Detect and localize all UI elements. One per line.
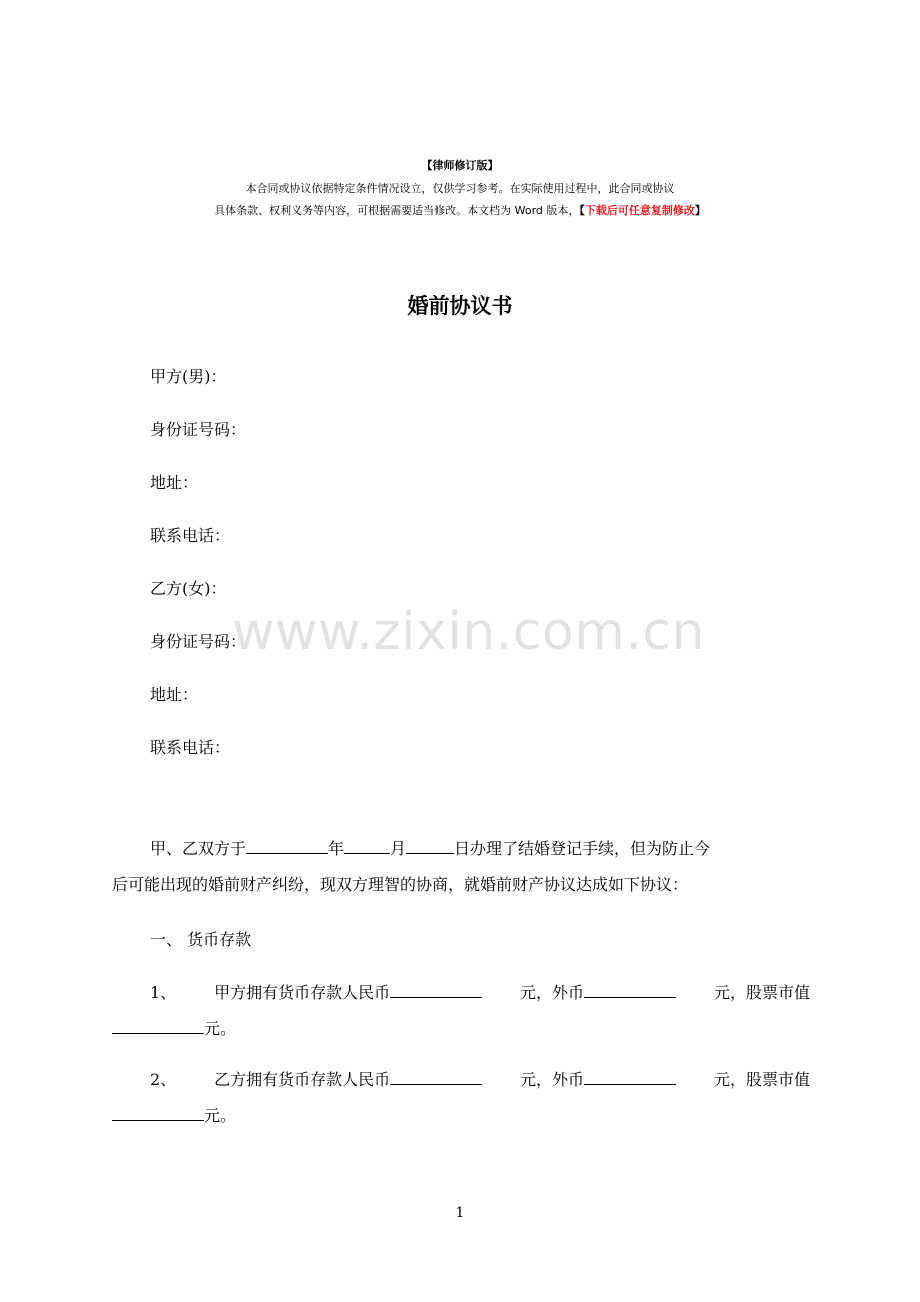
item-1 xyxy=(112,982,810,1040)
watermark: www.zixin.com.cn xyxy=(232,602,705,662)
intro-text-1: 甲、乙双方于 xyxy=(150,839,247,858)
intro-paragraph xyxy=(112,838,810,896)
item-1-foreign-blank xyxy=(584,982,676,998)
notice-line-2 xyxy=(0,203,920,219)
item-2-foreign-blank xyxy=(584,1069,676,1085)
party-a-label: 甲方(男)： xyxy=(150,367,227,386)
document-title: 婚前协议书 xyxy=(407,294,513,318)
item-1-text-b: 元，外币 xyxy=(520,983,585,1002)
item-2-text-c: 元，股票市值 xyxy=(713,1070,810,1089)
item-2-rmb-blank xyxy=(390,1069,482,1085)
item-1-text-c: 元，股票市值 xyxy=(713,983,810,1002)
year-blank xyxy=(246,838,328,854)
intro-year: 年 xyxy=(328,839,345,858)
notice-download-hint: 下载后可任意复制修改 xyxy=(584,204,695,217)
item-2-text-b: 元，外币 xyxy=(520,1070,585,1089)
intro-text-2: 日办理了结婚登记手续，但为防止今 xyxy=(454,839,711,858)
intro-line-1 xyxy=(112,838,810,860)
month-blank xyxy=(344,838,390,854)
item-2 xyxy=(112,1069,810,1127)
intro-line-2: 后可能出现的婚前财产纠纷，现双方理智的协商，就婚前财产协议达成如下协议： xyxy=(112,875,689,894)
party-b-id-label: 身份证号码： xyxy=(150,632,247,651)
section-1-heading: 一、 货币存款 xyxy=(150,930,252,949)
party-b-address-label: 地址： xyxy=(150,685,199,704)
page-number: 1 xyxy=(455,1205,465,1221)
party-b-label: 乙方(女)： xyxy=(150,579,227,598)
item-2-line-1 xyxy=(112,1069,810,1091)
item-2-text-a: 乙方拥有货币存款人民币 xyxy=(214,1070,391,1089)
notice-line-2-text: 具体条款、权利义务等内容，可根据需要适当修改。本文档为 Word 版本， xyxy=(214,204,580,217)
party-a-address-label: 地址： xyxy=(150,473,199,492)
item-1-line-2 xyxy=(112,1018,810,1040)
item-2-stock-blank xyxy=(112,1105,204,1121)
item-2-line-2 xyxy=(112,1105,810,1127)
item-1-line-1 xyxy=(112,982,810,1004)
item-1-stock-blank xyxy=(112,1018,204,1034)
notice-bracket-open: 【 xyxy=(579,204,585,217)
item-1-rmb-blank xyxy=(390,982,482,998)
party-a-phone-label: 联系电话： xyxy=(150,526,231,545)
item-1-text-a: 甲方拥有货币存款人民币 xyxy=(214,983,391,1002)
notice-bracket-close: 】 xyxy=(694,204,706,217)
item-2-number: 2、 xyxy=(150,1070,177,1089)
intro-month: 月 xyxy=(390,839,407,858)
party-b-phone-label: 联系电话： xyxy=(150,738,231,757)
party-a-id-label: 身份证号码： xyxy=(150,420,247,439)
notice-line-1: 本合同或协议依据特定条件情况设立，仅供学习参考。在实际使用过程中，此合同或协议 xyxy=(245,182,675,195)
item-1-end: 元。 xyxy=(204,1019,237,1038)
item-1-number: 1、 xyxy=(150,983,177,1002)
notice-title: 【律师修订版】 xyxy=(421,159,499,172)
day-blank xyxy=(406,838,454,854)
item-2-end: 元。 xyxy=(204,1106,237,1125)
